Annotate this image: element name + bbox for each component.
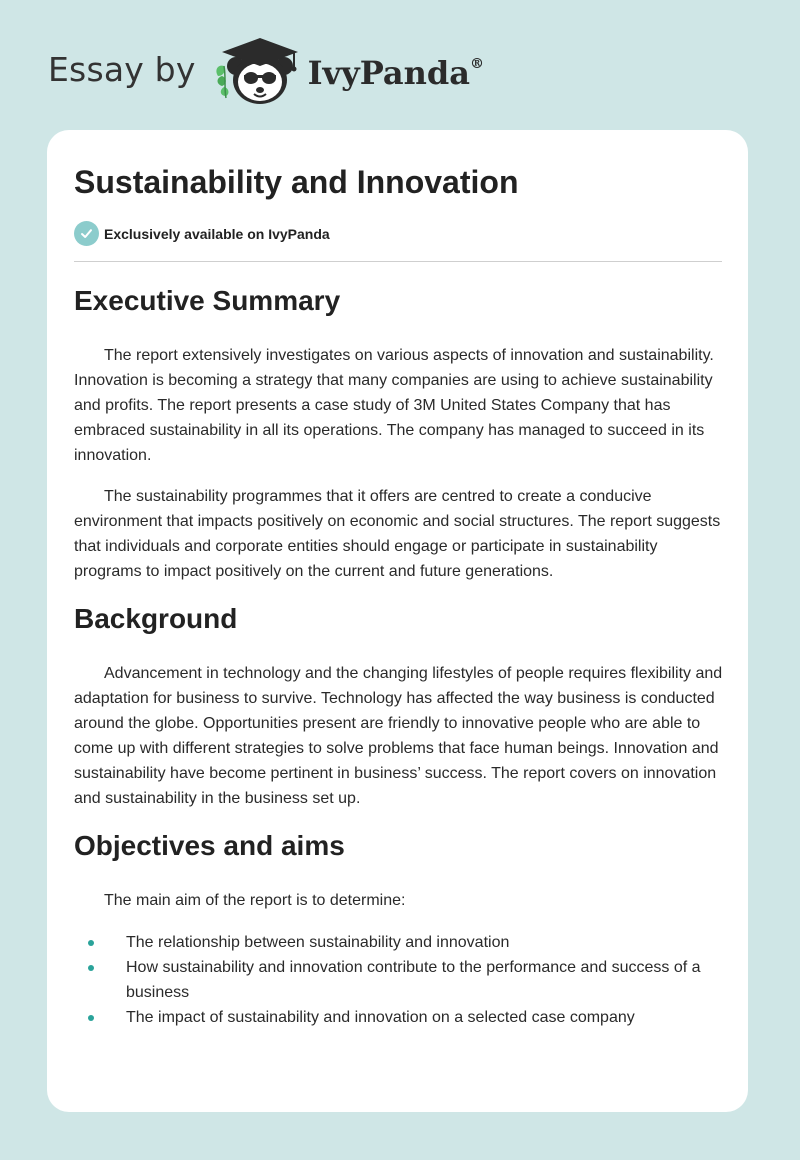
site-header [48, 36, 484, 108]
registered-mark: ® [470, 56, 485, 72]
list-item [74, 930, 724, 955]
ivy-leaf-icon [216, 66, 228, 98]
exclusive-badge-label: Exclusively available on IvyPanda [104, 225, 330, 242]
list-item-text: The impact of sustainability and innovation on a selected case company [126, 1009, 635, 1026]
objectives-intro: The main aim of the report is to determine: [104, 892, 406, 909]
page-title: Sustainability and Innovation [74, 164, 519, 200]
bullet-icon [88, 940, 94, 946]
section-heading-background: Background [74, 603, 238, 634]
essay-card [47, 130, 748, 1112]
title-divider [74, 261, 722, 262]
list-item-text: The relationship between sustainability and innovation [126, 934, 510, 951]
check-circle-icon [74, 221, 99, 246]
executive-summary-paragraph-2: The sustainability programmes that it offers are centred to create a conducive environment that impacts positively on economic and social structures. The report suggests that individuals and corporate entities should engage or participate in sustainability programs to impact positively on the current and future generations. [74, 488, 721, 580]
objectives-list [74, 930, 724, 1030]
bullet-icon [88, 1015, 94, 1021]
list-item [74, 1005, 724, 1030]
exclusive-badge [74, 221, 330, 246]
section-heading-executive-summary: Executive Summary [74, 285, 341, 316]
list-item [74, 955, 724, 1005]
section-heading-objectives: Objectives and aims [74, 830, 345, 861]
panda-logo-icon [214, 36, 306, 108]
essay-by-label: Essay by [48, 49, 196, 89]
list-item-text: How sustainability and innovation contribute to the performance and success of a business [126, 959, 701, 1001]
bullet-icon [88, 965, 94, 971]
executive-summary-paragraph-1: The report extensively investigates on various aspects of innovation and sustainability. Innovation is becoming a strategy that many companies are using to achieve sustainability and profits. The report presents a case study of 3M United States Company that has embraced sustainability in all its operations. The company has managed to succeed in its innovation. [74, 347, 714, 464]
brand-name: IvyPanda® [307, 54, 485, 92]
background-paragraph-1: Advancement in technology and the changing lifestyles of people requires flexibility and adaptation for business to survive. Technology has affected the way business is conducted around the globe. Opportunities present are friendly to innovative people who are able to come up with different strategies to solve problems that face human beings. Innovation and sustainability have become pertinent in business’ success. The report covers on innovation and sustainability in the business set up. [74, 665, 723, 807]
